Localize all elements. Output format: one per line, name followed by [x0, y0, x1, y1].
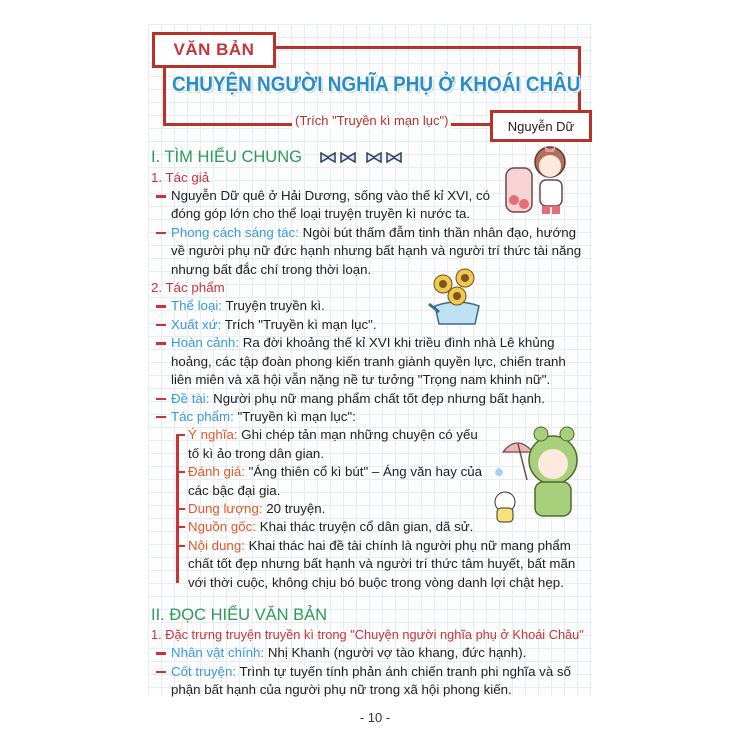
item-label: Ý nghĩa:: [188, 427, 238, 443]
detail-item: [188, 463, 488, 500]
list-item: [151, 644, 587, 662]
item-text: Nguyễn Dữ quê ở Hải Dương, sống vào thế kỉ XVI, có đóng góp lớn cho thể loại truyện truyền kì nước ta.: [171, 188, 491, 222]
item-text: Người phụ nữ mang phẩm chất tốt đẹp nhưng bất hạnh.: [209, 390, 545, 406]
item-text: Truyện truyền kì.: [222, 298, 325, 314]
list-item: [151, 224, 587, 279]
detail-item: [188, 518, 587, 536]
content: [151, 146, 587, 700]
item-label: Phong cách sáng tác:: [171, 224, 299, 240]
item-label: Cốt truyện:: [171, 663, 237, 679]
page-title: CHUYỆN NGƯỜI NGHĨA PHỤ Ở KHOÁI CHÂU: [172, 73, 581, 96]
item-text: Ghi chép tản mạn những chuyện có yếu tố kì ảo trong dân gian.: [188, 427, 478, 461]
section-2-heading: II. ĐỌC HIỂU VĂN BẢN: [151, 605, 328, 624]
item-text: Trích "Truyền kì mạn lục".: [221, 316, 377, 332]
item-text: Khai thác truyện cổ dân gian, dã sử.: [256, 519, 474, 535]
bow-icon: [366, 152, 382, 163]
bow-icon: [386, 152, 402, 163]
bow-icons: [320, 147, 406, 169]
subheading-tac-gia: 1. Tác giả: [151, 169, 210, 185]
section-1-heading: I. TÌM HIỂU CHUNG: [151, 148, 302, 166]
item-text: Nhị Khanh (người vợ tào khang, đức hạnh).: [264, 645, 527, 661]
detail-item: [188, 426, 488, 463]
item-label: Đánh giá:: [188, 464, 245, 480]
van-ban-label: VĂN BẢN: [152, 32, 276, 68]
section-heading: [151, 146, 587, 169]
list-item: [151, 297, 587, 315]
item-label: Dung lượng:: [188, 500, 263, 516]
bow-icon: [320, 152, 336, 163]
detail-tree: [173, 426, 587, 592]
detail-item: [188, 537, 587, 592]
subtitle: (Trích "Truyền kì mạn lục"): [292, 113, 451, 129]
item-text: Trình tự tuyến tính phản ánh chiến tranh phi nghĩa và số phận bất hạnh của người phụ nữ trong xã hội phong kiến.: [171, 663, 571, 698]
detail-item: [188, 500, 587, 518]
item-label: Nội dung:: [188, 537, 245, 553]
list-item: [151, 663, 587, 700]
subheading-dac-trung: 1. Đặc trưng truyện truyền kì trong "Chuyện người nghĩa phụ ở Khoái Châu": [151, 626, 584, 642]
item-label: Nguồn gốc:: [188, 519, 257, 535]
item-label: Xuất xứ:: [171, 316, 222, 332]
list-item: [151, 187, 501, 224]
item-text: Khai thác hai đề tài chính là người phụ nữ mang phẩm chất tốt đẹp nhưng bất hạnh và người trí thức tâm huyết, bất mãn với thời cuộc, không chịu bó buộc trong vòng danh lợi chật hẹp.: [188, 537, 576, 590]
item-text: Ngòi bút thấm đẫm tinh thần nhân đạo, hướng về người phụ nữ đức hạnh nhưng bất hạnh và người trí thức tài năng nhưng bất đắc chí trong thời loạn.: [171, 224, 582, 277]
item-label: Thể loại:: [171, 298, 222, 314]
item-text: 20 truyện.: [262, 500, 326, 516]
item-text: "Áng thiên cổ kì bút" – Áng văn hay của các bậc đại gia.: [188, 464, 483, 498]
item-text: Ra đời khoảng thế kỉ XVI khi triều đình nhà Lê khủng hoảng, các tập đoàn phong kiến tranh giành quyền lực, chiến tranh liên miên và xã hội vẫn nặng nề tư tưởng "Trọng nam khinh nữ".: [171, 335, 566, 388]
bow-icon: [340, 152, 356, 163]
item-label: Tác phẩm:: [171, 408, 234, 424]
item-label: Đề tài:: [171, 390, 210, 406]
list-item: [151, 316, 587, 334]
list-item: [151, 334, 587, 389]
author-name: Nguyễn Dữ: [490, 110, 592, 142]
page-number: - 10 -: [359, 710, 391, 725]
subheading-tac-pham: 2. Tác phẩm: [151, 280, 225, 296]
list-item: [151, 390, 587, 408]
item-text: "Truyền kì mạn lục":: [233, 408, 356, 424]
item-label: Hoàn cảnh:: [171, 335, 240, 351]
item-label: Nhân vật chính:: [171, 645, 265, 661]
list-item: [151, 408, 587, 426]
